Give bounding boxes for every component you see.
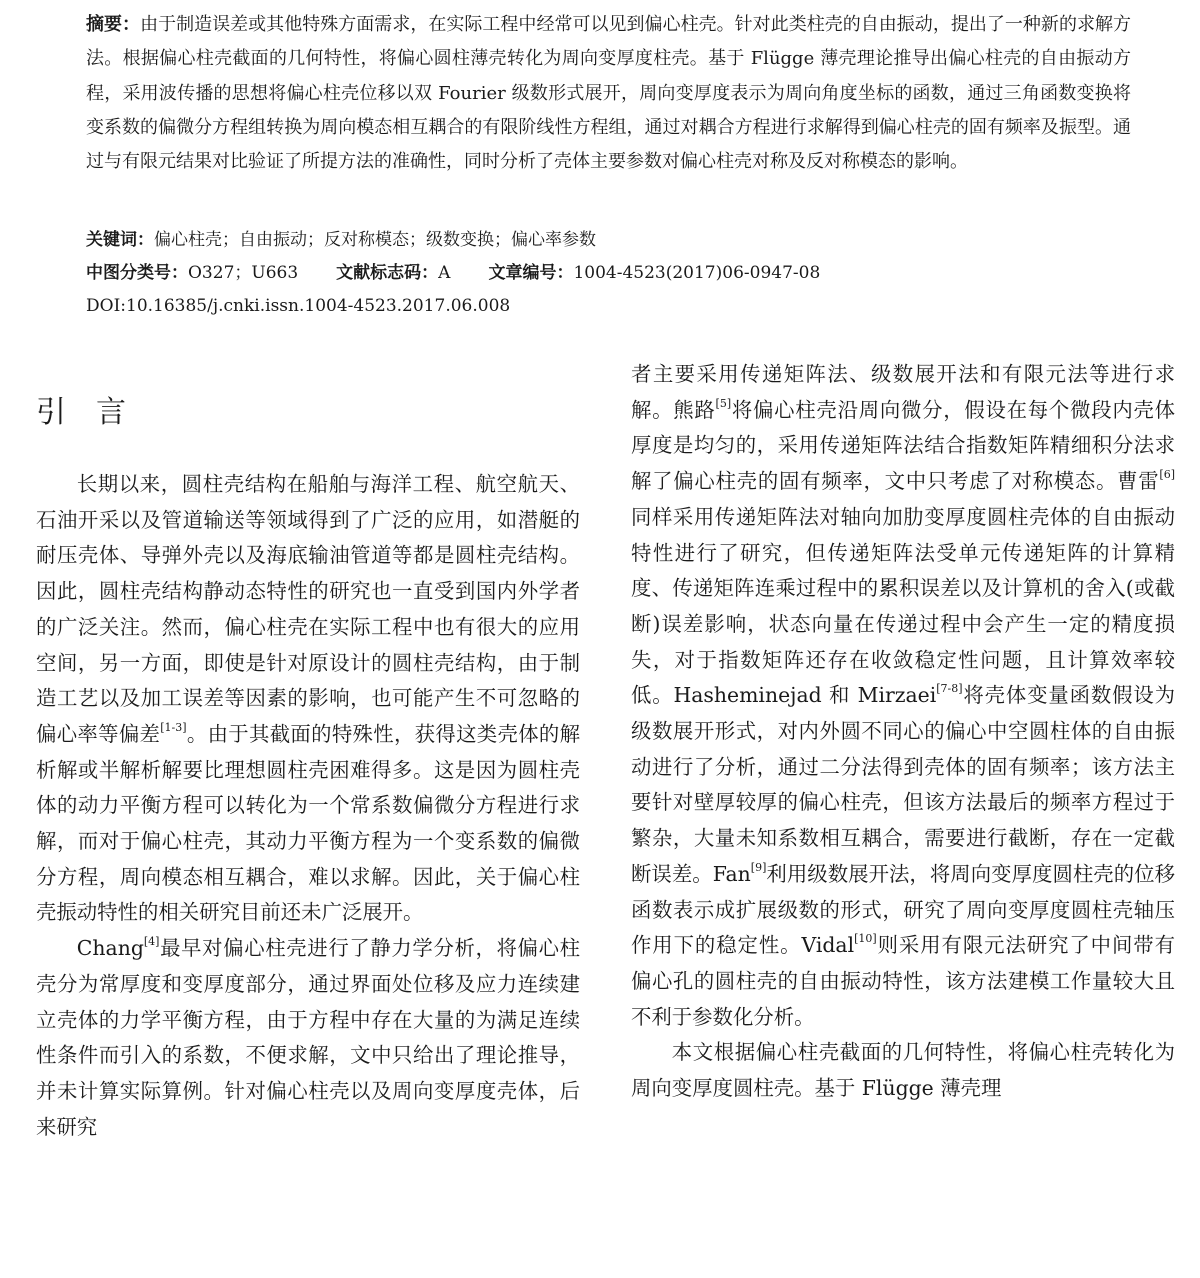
- citation: [9]: [750, 860, 767, 874]
- article-no-label: 文章编号：: [488, 263, 574, 283]
- paragraph: Chang[4]最早对偏心柱壳进行了静力学分析，将偏心柱壳分为常厚度和变厚度部分，通过界面处位移及应力连续建立壳体的力学平衡方程，由于方程中存在大量的为满足连续性条件而引入的系数，不便求解，文中只给出了理论推导，并未计算实际算例。针对偏心柱壳以及周向变厚度壳体，后来研究: [36, 935, 580, 1139]
- citation: [5]: [715, 396, 732, 410]
- paragraph: 本文根据偏心柱壳截面的几何特性，将偏心柱壳转化为周向变厚度圆柱壳。基于 Flügge 薄壳理: [631, 1040, 1175, 1101]
- keywords-label: 关键词：: [86, 230, 154, 250]
- article-no-value: 1004-4523(2017)06-0947-08: [573, 263, 821, 283]
- abstract: [86, 8, 1131, 179]
- classification-line: [86, 261, 820, 285]
- citation: [4]: [143, 935, 160, 949]
- citation: [7-8]: [936, 682, 963, 696]
- citation: [10]: [854, 932, 877, 946]
- doi: DOI:10.16385/j.cnki.issn.1004-4523.2017.06.008: [86, 296, 511, 316]
- keywords-line: [86, 228, 596, 252]
- clc-label: 中图分类号：: [86, 263, 188, 283]
- citation: [6]: [1159, 468, 1175, 482]
- doc-code-label: 文献标志码：: [336, 263, 439, 283]
- clc-value: O327；U663: [188, 263, 299, 283]
- left-column: [36, 467, 580, 1145]
- paragraph: 者主要采用传递矩阵法、级数展开法和有限元法等进行求解。熊路[5]将偏心柱壳沿周向微分，假设在每个微段内壳体厚度是均匀的，采用传递矩阵法结合指数矩阵精细积分法求解了偏心柱壳的固有频率，文中只考虑了对称模态。曹雷[6]同样采用传递矩阵法对轴向加肋变厚度圆柱壳体的自由振动特性进行了研究，但传递矩阵法受单元传递矩阵的计算精度、传递矩阵连乘过程中的累积误差以及计算机的舍入(或截断)误差影响，状态向量在传递过程中会产生一定的精度损失，对于指数矩阵还存在收敛稳定性问题，且计算效率较低。Hasheminejad 和 Mirzaei[7-8]将壳体变量函数假设为级数展开形式，对内外圆不同心的偏心中空圆柱体的自由振动进行了分析，通过二分法得到壳体的固有频率；该方法主要针对壁厚较厚的偏心柱壳，但该方法最后的频率方程过于繁杂，大量未知系数相互耦合，需要进行截断，存在一定截断误差。Fan[9]利用级数展开法，将周向变厚度圆柱壳的位移函数表示成扩展级数的形式，研究了周向变厚度圆柱壳轴压作用下的稳定性。Vidal[10]则采用有限元法研究了中间带有偏心孔的圆柱壳的自由振动特性，该方法建模工作量较大且不利于参数化分析。: [631, 362, 1176, 1029]
- citation: [1-3]: [160, 720, 187, 734]
- section-title: 引言: [36, 395, 156, 430]
- keywords-text: 偏心柱壳；自由振动；反对称模态；级数变换；偏心率参数: [154, 230, 596, 250]
- right-column: [631, 357, 1175, 1107]
- abstract-label: 摘要：: [86, 14, 141, 35]
- paragraph: 长期以来，圆柱壳结构在船舶与海洋工程、航空航天、石油开采以及管道输送等领域得到了广泛的应用，如潜艇的耐压壳体、导弹外壳以及海底输油管道等都是圆柱壳结构。因此，圆柱壳结构静动态特性的研究也一直受到国内外学者的广泛关注。然而，偏心柱壳在实际工程中也有很大的应用空间，另一方面，即使是针对原设计的圆柱壳结构，由于制造工艺以及加工误差等因素的影响，也可能产生不可忽略的偏心率等偏差[1-3]。由于其截面的特殊性，获得这类壳体的解析解或半解析解要比理想圆柱壳困难得多。这是因为圆柱壳体的动力平衡方程可以转化为一个常系数偏微分方程进行求解，而对于偏心柱壳，其动力平衡方程为一个变系数的偏微分方程，周向模态相互耦合，难以求解。因此，关于偏心柱壳振动特性的相关研究目前还未广泛展开。: [36, 472, 580, 925]
- doc-code-value: A: [438, 263, 451, 283]
- abstract-text: 由于制造误差或其他特殊方面需求，在实际工程中经常可以见到偏心柱壳。针对此类柱壳的自由振动，提出了一种新的求解方法。根据偏心柱壳截面的几何特性，将偏心圆柱薄壳转化为周向变厚度柱壳。基于 Flügge 薄壳理论推导出偏心柱壳的自由振动方程，采用波传播的思想将偏心柱壳位移以双 Fourier 级数形式展开，周向变厚度表示为周向角度坐标的函数，通过三角函数变换将变系数的偏微分方程组转换为周向模态相互耦合的有限阶线性方程组，通过对耦合方程进行求解得到偏心柱壳的固有频率及振型。通过与有限元结果对比验证了所提方法的准确性，同时分析了壳体主要参数对偏心柱壳对称及反对称模态的影响。: [86, 14, 1132, 173]
